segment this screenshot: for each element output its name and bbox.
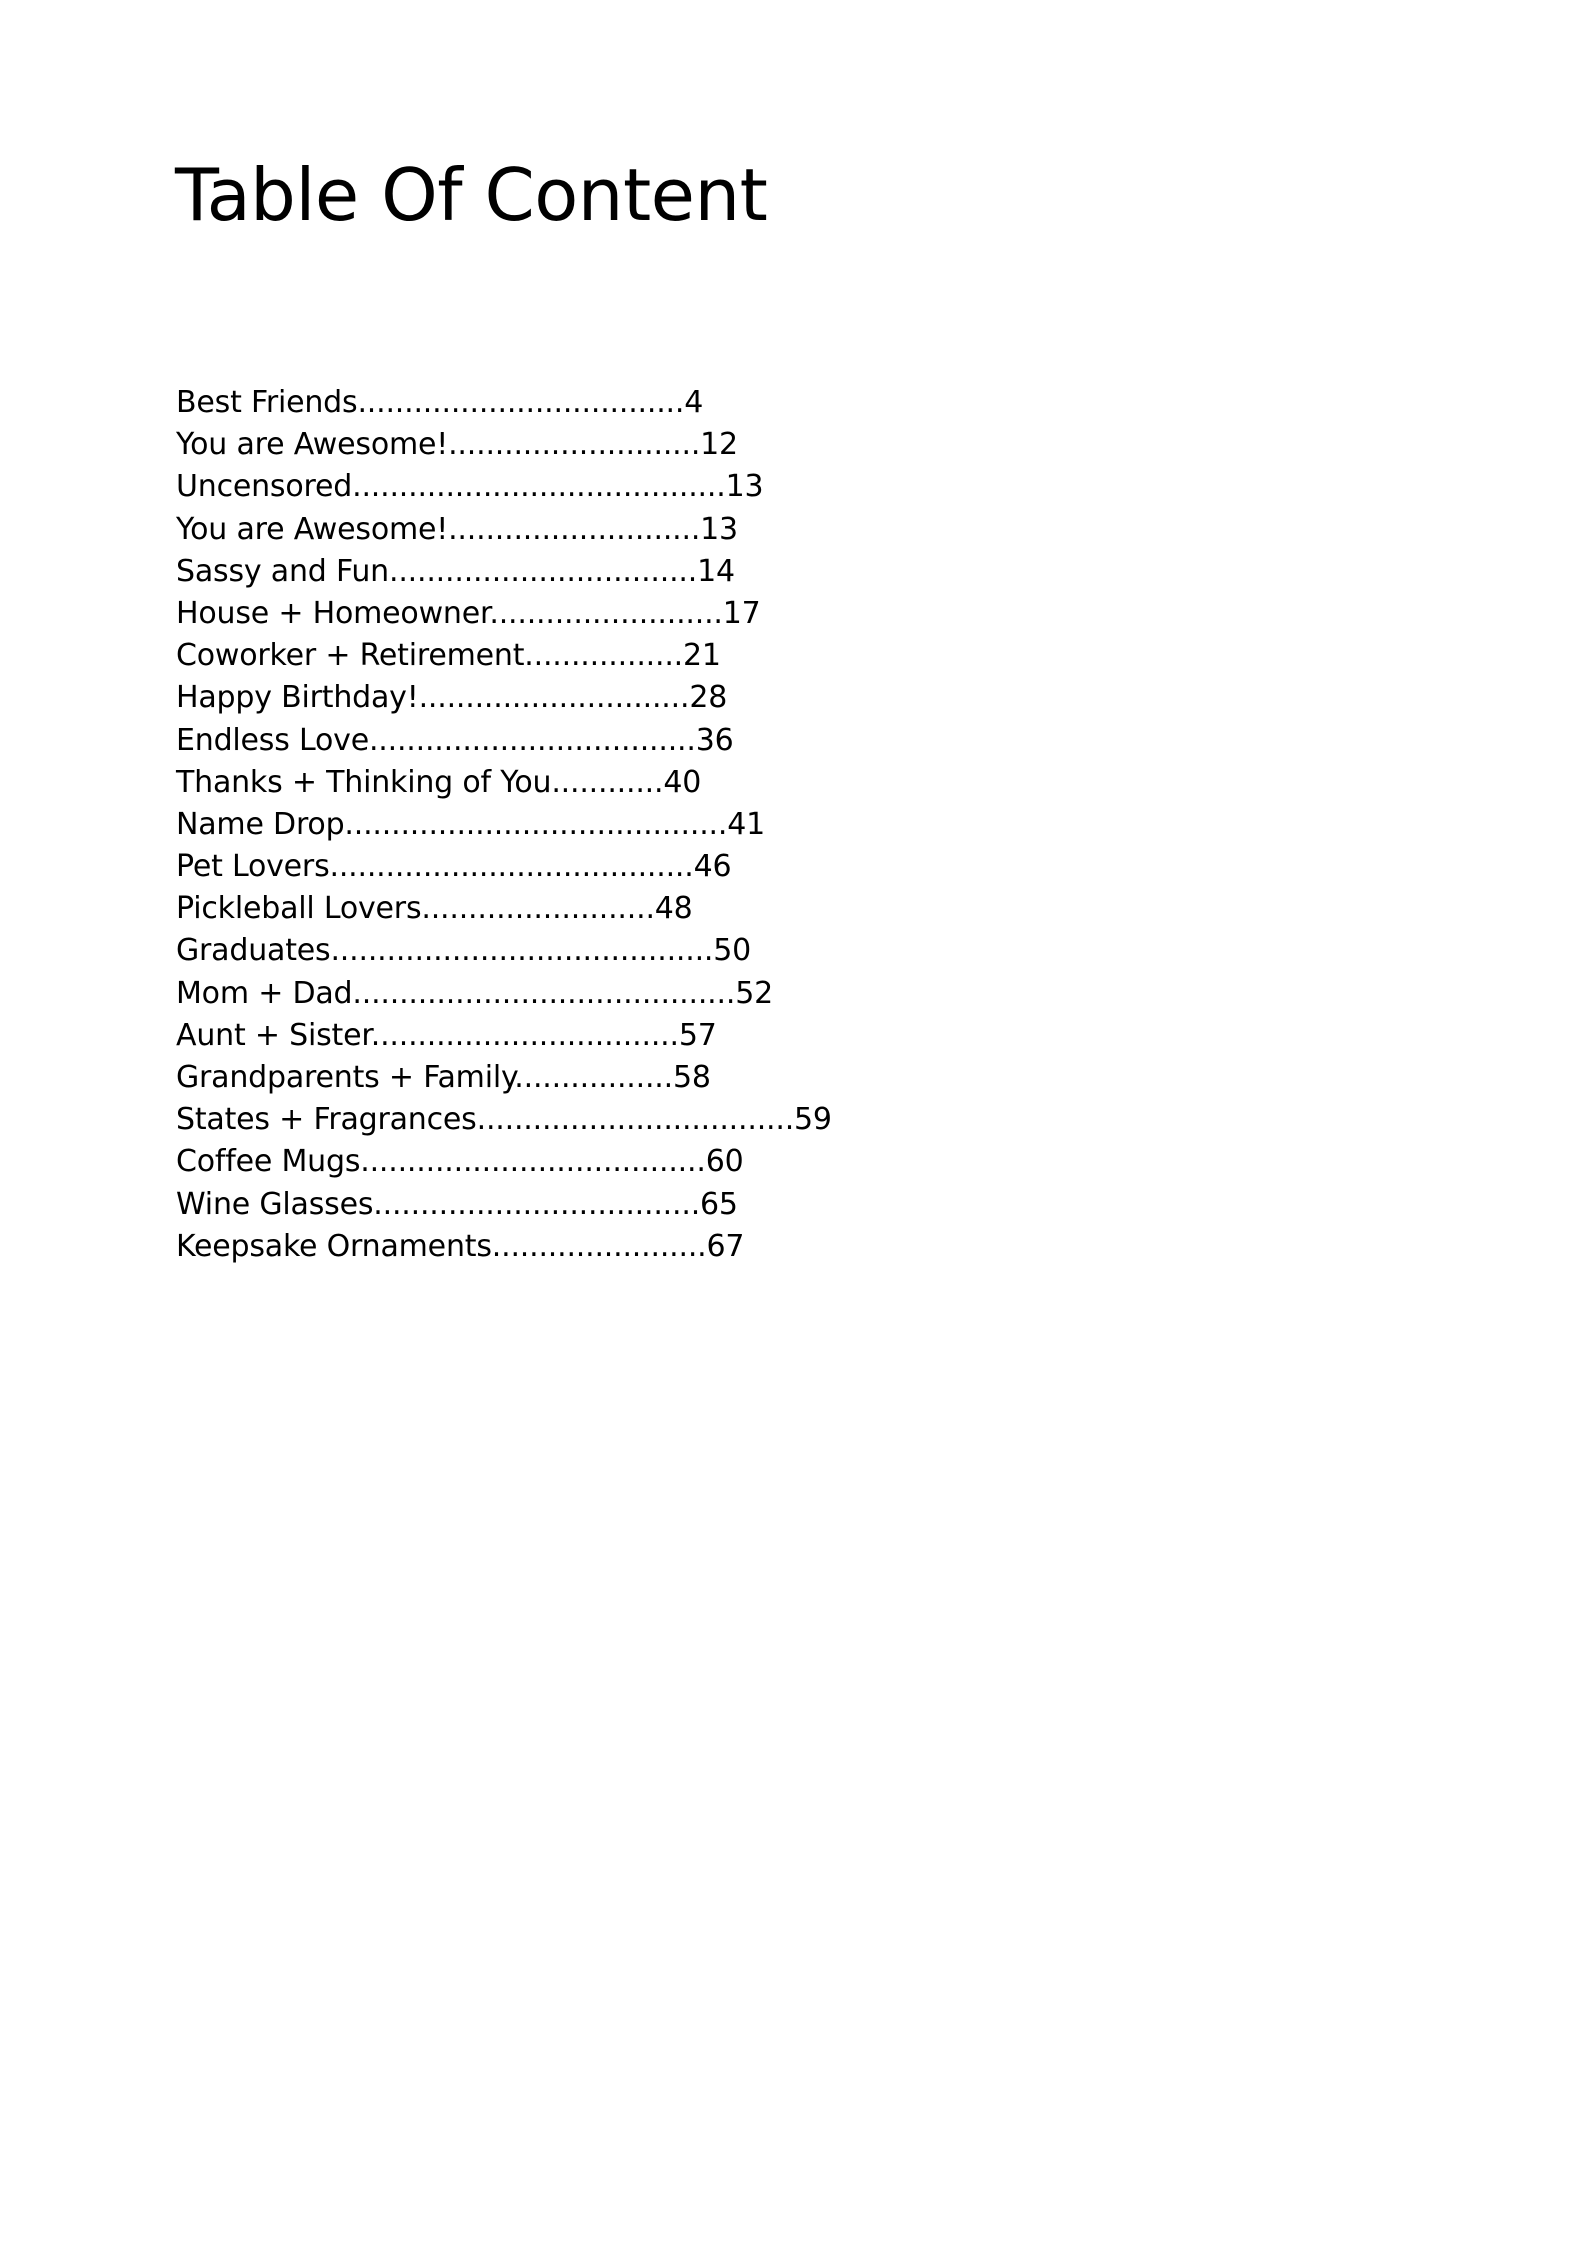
toc-entry-label: Wine Glasses	[176, 1186, 374, 1222]
toc-entry-label: Pickleball Lovers	[176, 891, 422, 927]
toc-entry-label: Name Drop	[176, 806, 345, 842]
toc-entry	[176, 930, 832, 972]
toc-entry-page: 13	[700, 511, 738, 547]
toc-entry-leader: .................................	[389, 553, 698, 589]
toc-entry-leader: ...................................	[368, 722, 696, 758]
toc-entry-leader: ............	[551, 764, 664, 800]
toc-entry	[176, 1015, 832, 1057]
toc-entry-page: 40	[663, 764, 702, 800]
toc-entry-page: 58	[672, 1060, 711, 1095]
toc-entry-label: Coffee Mugs	[176, 1144, 361, 1180]
toc-entry-label: Graduates	[176, 933, 331, 969]
toc-entry-label: Grandparents + Family	[176, 1060, 515, 1095]
toc-entry-leader: ...................................	[373, 1186, 701, 1222]
toc-entry-leader: .................................	[370, 1017, 679, 1053]
toc-entry-page: 59	[794, 1102, 832, 1138]
toc-entry-label: Keepsake Ornaments	[176, 1228, 492, 1264]
toc-entry	[176, 509, 832, 551]
toc-entry-label: Uncensored	[176, 469, 353, 505]
toc-entry-page: 52	[735, 975, 773, 1011]
toc-entry-leader: .......................................	[329, 849, 694, 885]
toc-entry-page: 50	[713, 933, 752, 969]
toc-entry-leader: .....................................	[360, 1144, 706, 1180]
toc-entry-leader: ........................................	[352, 469, 726, 505]
toc-entry-page: 65	[700, 1186, 738, 1222]
toc-entry-label: Aunt + Sister	[176, 1017, 371, 1053]
toc-entry	[176, 466, 832, 508]
toc-entry-leader: ...........................	[448, 511, 701, 547]
toc-entry-page: 57	[678, 1017, 717, 1053]
toc-entry	[176, 1184, 832, 1226]
toc-entry-page: 46	[693, 849, 732, 885]
toc-entry-page: 13	[725, 469, 764, 505]
toc-entry-page: 36	[695, 722, 734, 758]
toc-entry	[176, 804, 832, 846]
toc-entry-leader: .........................................	[344, 806, 728, 842]
toc-entry	[176, 1057, 832, 1099]
toc-entry	[176, 846, 832, 888]
toc-entry-page: 14	[697, 553, 735, 589]
toc-entry	[176, 424, 832, 466]
toc-entry-page: 17	[722, 595, 761, 631]
page-title: Table Of Content	[175, 153, 768, 237]
toc-entry-page: 48	[654, 891, 693, 927]
table-of-contents	[176, 382, 832, 1268]
toc-entry	[176, 973, 832, 1015]
toc-entry-page: 4	[684, 385, 704, 420]
toc-entry-leader: .................	[524, 638, 683, 674]
toc-entry-leader: .......................	[491, 1228, 707, 1264]
toc-entry-page: 28	[689, 680, 728, 716]
toc-entry-label: You are Awesome!	[176, 511, 449, 547]
toc-entry-page: 21	[683, 638, 721, 674]
toc-entry	[176, 551, 832, 593]
toc-entry-label: Thanks + Thinking of You	[176, 764, 552, 800]
toc-entry-leader: .............................	[418, 680, 690, 716]
toc-entry	[176, 1141, 832, 1183]
toc-entry-label: Happy Birthday!	[176, 680, 419, 716]
toc-entry	[176, 635, 832, 677]
toc-entry-leader: .................	[514, 1060, 673, 1095]
toc-entry	[176, 382, 832, 424]
toc-entry-label: Pet Lovers	[176, 849, 330, 885]
toc-entry-label: States + Fragrances	[176, 1102, 477, 1138]
toc-entry	[176, 593, 832, 635]
toc-entry-leader: .........................	[421, 891, 655, 927]
toc-entry-leader: .........................................	[330, 933, 714, 969]
toc-entry-label: Endless Love	[176, 722, 369, 758]
toc-entry-page: 12	[700, 427, 738, 463]
toc-entry-leader: ...................................	[357, 385, 685, 420]
toc-entry	[176, 677, 832, 719]
toc-entry-label: Coworker + Retirement	[176, 638, 525, 674]
toc-entry	[176, 1226, 832, 1268]
toc-entry-label: Best Friends	[176, 385, 358, 420]
toc-entry-leader: .........................	[489, 595, 723, 631]
toc-entry-leader: .........................................	[352, 975, 736, 1011]
toc-entry-page: 67	[706, 1228, 745, 1264]
toc-entry-label: You are Awesome!	[176, 427, 449, 463]
toc-entry-label: Mom + Dad	[176, 975, 353, 1011]
toc-entry	[176, 720, 832, 762]
toc-entry	[176, 888, 832, 930]
toc-entry	[176, 762, 832, 804]
toc-entry-leader: ..................................	[476, 1102, 795, 1138]
toc-entry-page: 60	[705, 1144, 744, 1180]
toc-entry-label: House + Homeowner	[176, 595, 490, 631]
toc-entry	[176, 1099, 832, 1141]
toc-entry-leader: ...........................	[448, 427, 701, 463]
toc-entry-page: 41	[727, 806, 765, 842]
toc-entry-label: Sassy and Fun	[176, 553, 389, 589]
